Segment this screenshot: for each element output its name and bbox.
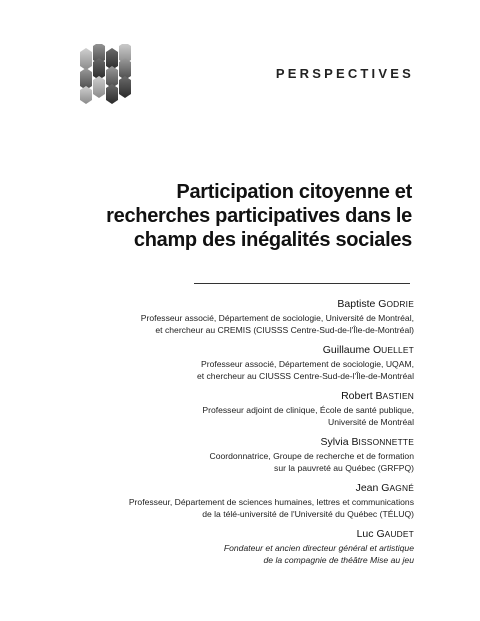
author-entry (54, 481, 414, 520)
title-line: champ des inégalités sociales (133, 229, 412, 251)
author-entry (54, 435, 414, 474)
author-affiliation: Professeur, Département de sciences humaines, lettres et communications de la télé-université de l'Université du Québec (TÉLUQ) (128, 497, 414, 519)
author-name: Jean GAGNÉ (355, 482, 414, 494)
author-entry (54, 527, 414, 566)
author-name: Baptiste GODRIE (337, 298, 414, 310)
journal-logo-icon (78, 44, 134, 106)
author-name: Sylvia BISSONNETTE (320, 436, 414, 448)
title-divider (194, 283, 410, 284)
author-affiliation: Fondateur et ancien directeur général et artistique de la compagnie de théâtre Mise au jeu (223, 543, 414, 565)
title-line: Participation citoyenne et (176, 181, 412, 203)
author-name: Robert BASTIEN (341, 390, 414, 402)
author-entry (54, 297, 414, 336)
title-line: recherches participatives dans le (106, 205, 412, 227)
author-affiliation: Professeur adjoint de clinique, École de santé publique, Université de Montréal (202, 405, 414, 427)
author-name: Luc GAUDET (356, 528, 414, 540)
author-affiliation: Professeur associé, Département de sociologie, UQAM, et chercheur au CIUSSS Centre-Sud-de-l'Île-de-Montréal (196, 359, 414, 381)
author-affiliation: Professeur associé, Département de sociologie, Université de Montréal, et chercheur au CREMIS (CIUSSS Centre-Sud-de-l'Île-de-Montréal) (140, 313, 414, 335)
section-label: PERSPECTIVES (275, 66, 414, 81)
author-entry (54, 389, 414, 428)
author-entry (54, 343, 414, 382)
author-list (54, 297, 414, 573)
author-name: Guillaume OUELLET (322, 344, 414, 356)
article-title (72, 180, 412, 252)
author-affiliation: Coordonnatrice, Groupe de recherche et de formation sur la pauvreté au Québec (GRFPQ) (209, 451, 414, 473)
